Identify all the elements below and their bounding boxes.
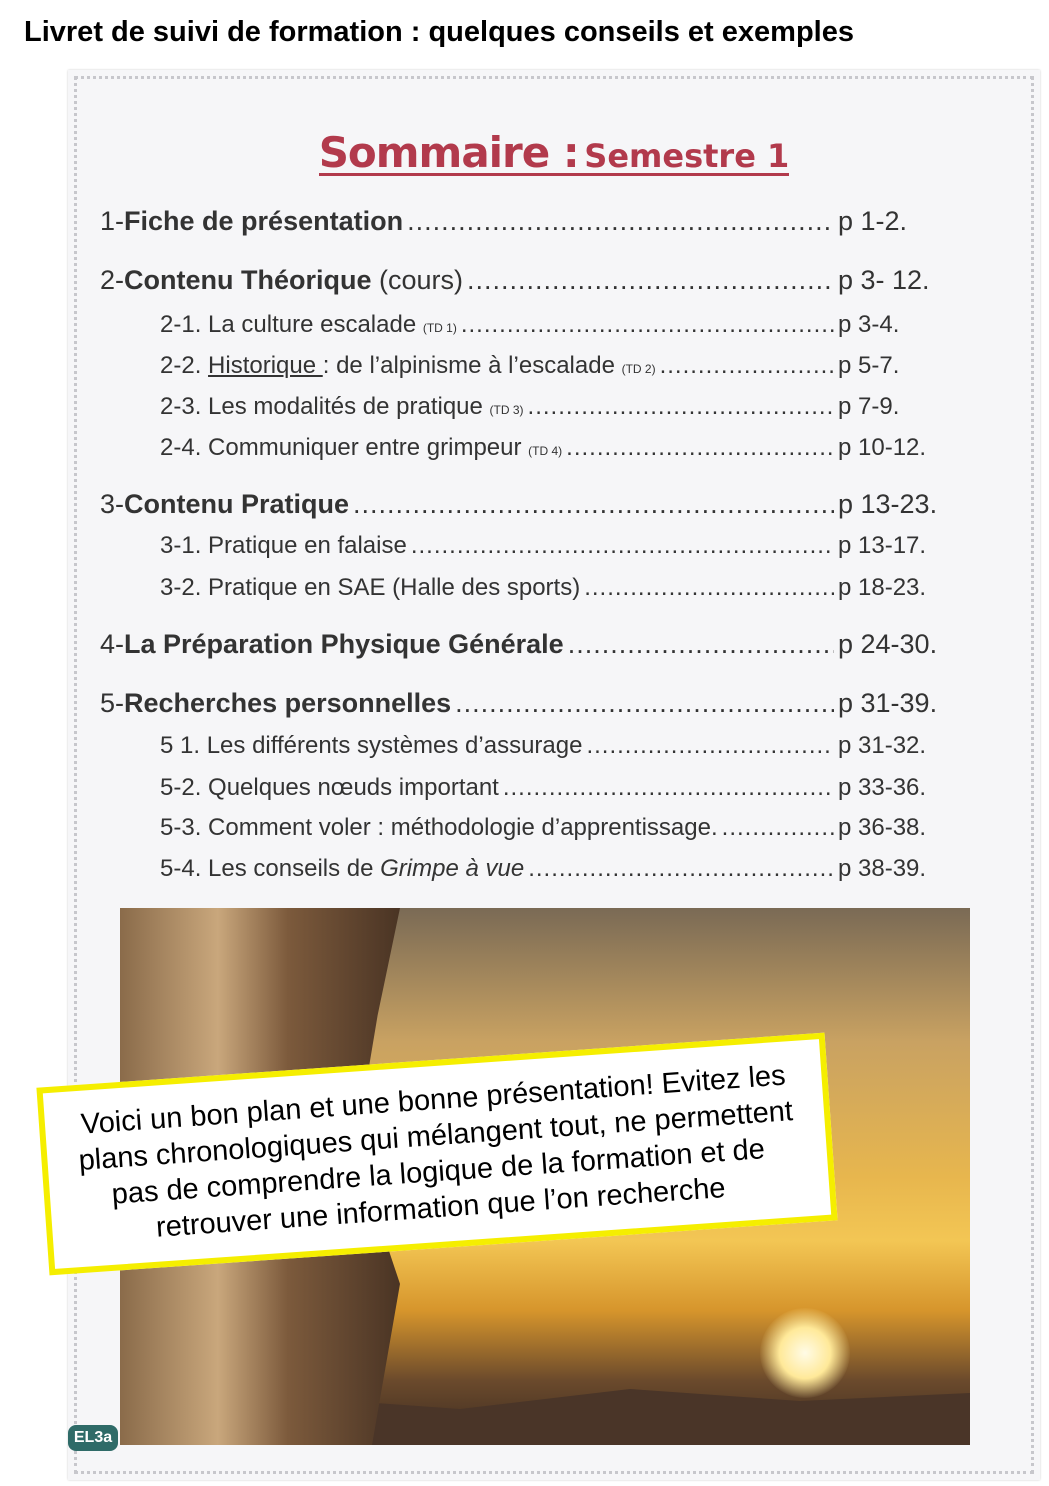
toc-entry bbox=[100, 489, 942, 519]
entry-td: (TD 2) bbox=[621, 362, 656, 376]
entry-number: 3-2. bbox=[160, 574, 209, 601]
entry-page: p 31-39. bbox=[838, 688, 938, 718]
entry-text: Comment voler : méthodologie d’apprentissage. bbox=[208, 814, 718, 841]
entry-text: Communiquer entre grimpeur bbox=[208, 434, 529, 461]
toc-entry bbox=[160, 433, 942, 463]
entry-page: p 13-23. bbox=[838, 489, 938, 519]
dot-leader bbox=[566, 433, 834, 463]
entry-number: 1- bbox=[100, 206, 125, 236]
title-main: Sommaire : bbox=[318, 128, 579, 177]
dot-leader bbox=[411, 531, 834, 561]
entry-number: 2-3. bbox=[160, 393, 209, 420]
dot-leader bbox=[407, 206, 834, 236]
entry-number: 5-3. bbox=[160, 814, 209, 841]
entry-page: p 38-39. bbox=[838, 855, 927, 882]
entry-number: 2-2. bbox=[160, 352, 209, 379]
entry-underlined: Historique bbox=[208, 352, 323, 379]
sommaire-title bbox=[68, 128, 1040, 187]
entry-text: Quelques nœuds important bbox=[208, 774, 499, 801]
entry-page: p 5-7. bbox=[838, 352, 900, 379]
toc-entry bbox=[160, 813, 942, 843]
toc-entry bbox=[100, 206, 942, 236]
toc-entry bbox=[160, 351, 942, 381]
entry-number: 3- bbox=[100, 489, 125, 519]
dot-leader bbox=[467, 265, 834, 295]
entry-page: p 1-2. bbox=[838, 206, 908, 236]
entry-number: 4- bbox=[100, 629, 125, 659]
dot-leader bbox=[503, 773, 834, 803]
toc-entry bbox=[160, 310, 942, 340]
entry-number: 2-4. bbox=[160, 434, 209, 461]
entry-page: p 18-23. bbox=[838, 574, 927, 601]
dot-leader bbox=[568, 629, 834, 659]
entry-title: Contenu Pratique bbox=[124, 489, 350, 519]
entry-text: Pratique en SAE (Halle des sports) bbox=[208, 574, 581, 601]
entry-italic: Grimpe à vue bbox=[380, 855, 525, 882]
entry-text: La culture escalade bbox=[208, 311, 423, 338]
entry-number: 5-2. bbox=[160, 774, 209, 801]
entry-page: p 31-32. bbox=[838, 732, 927, 759]
entry-title: Recherches personnelles bbox=[124, 688, 452, 718]
toc-entry bbox=[100, 265, 942, 295]
entry-td: (TD 4) bbox=[528, 444, 563, 458]
entry-number: 3-1. bbox=[160, 532, 209, 559]
sun bbox=[760, 1308, 850, 1398]
entry-text: Les différents systèmes d’assurage bbox=[206, 732, 583, 759]
toc-entry bbox=[160, 573, 942, 603]
dot-leader bbox=[353, 489, 834, 519]
entry-number: 2-1. bbox=[160, 311, 209, 338]
entry-page: p 3- 12. bbox=[838, 265, 930, 295]
entry-td: (TD 3) bbox=[489, 403, 524, 417]
entry-number: 2- bbox=[100, 265, 125, 295]
dot-leader bbox=[528, 854, 834, 884]
entry-page: p 7-9. bbox=[838, 393, 900, 420]
entry-text: Les modalités de pratique bbox=[208, 393, 490, 420]
dot-leader bbox=[455, 688, 834, 718]
entry-number: 5-4. bbox=[160, 855, 209, 882]
dot-leader bbox=[660, 351, 834, 381]
document-title: Livret de suivi de formation : quelques conseils et exemples bbox=[24, 16, 854, 48]
toc-entry bbox=[160, 392, 942, 422]
entry-page: p 3-4. bbox=[838, 311, 900, 338]
scanned-page bbox=[68, 70, 1040, 1480]
dot-leader bbox=[586, 731, 834, 761]
toc-entry bbox=[160, 731, 942, 761]
entry-text: Les conseils de bbox=[208, 855, 381, 882]
dot-leader bbox=[722, 813, 834, 843]
entry-text: (cours) bbox=[371, 265, 464, 295]
entry-page: p 36-38. bbox=[838, 814, 927, 841]
toc-entry bbox=[160, 773, 942, 803]
dot-leader bbox=[461, 310, 834, 340]
entry-title: Fiche de présentation bbox=[124, 206, 404, 236]
entry-title: Contenu Théorique bbox=[124, 265, 372, 295]
dot-leader bbox=[584, 573, 834, 603]
entry-title: La Préparation Physique Générale bbox=[124, 629, 564, 659]
entry-td: (TD 1) bbox=[422, 321, 457, 335]
entry-page: p 24-30. bbox=[838, 629, 938, 659]
title-sub: Semestre 1 bbox=[584, 137, 790, 175]
entry-text: : de l’alpinisme à l’escalade bbox=[322, 352, 622, 379]
advice-text: Voici un bon plan et une bonne présentation! Evitez les plans chronologiques qui mélangent tout, ne permettent pas de comprendre la logique de la formation et de retrouver une information que l’on recherche bbox=[77, 1059, 794, 1244]
entry-number: 5 1. bbox=[160, 732, 207, 759]
toc-entry bbox=[100, 629, 942, 659]
entry-page: p 13-17. bbox=[838, 532, 927, 559]
toc-entry bbox=[160, 531, 942, 561]
entry-text: Pratique en falaise bbox=[208, 532, 407, 559]
dot-leader bbox=[528, 392, 834, 422]
entry-page: p 33-36. bbox=[838, 774, 927, 801]
toc-entry bbox=[100, 688, 942, 718]
entry-number: 5- bbox=[100, 688, 125, 718]
entry-page: p 10-12. bbox=[838, 434, 927, 461]
toc-entry bbox=[160, 854, 942, 884]
publisher-logo: EL3a bbox=[68, 1425, 118, 1451]
